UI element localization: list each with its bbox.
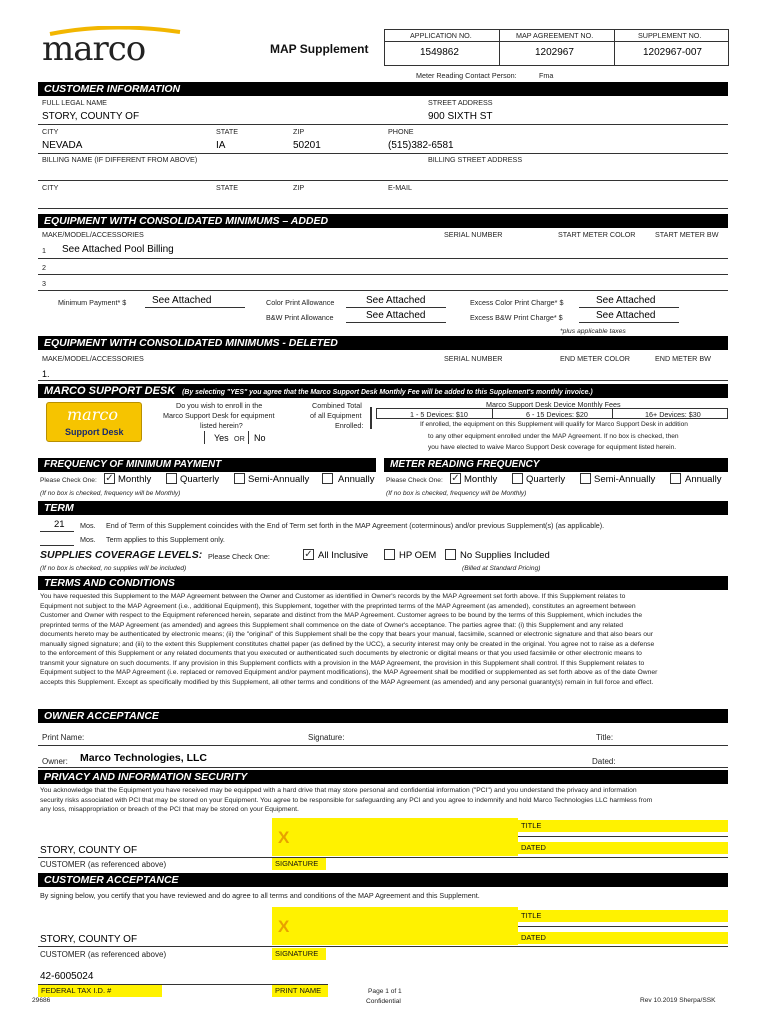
full-legal-name-field[interactable]: STORY, COUNTY OF (42, 111, 140, 122)
billing-name-label: BILLING NAME (IF DIFFERENT FROM ABOVE) (42, 155, 198, 164)
owner-acceptance-header: OWNER ACCEPTANCE (38, 709, 728, 723)
street-address-label: STREET ADDRESS (428, 98, 493, 107)
start-meter-color-label: START METER COLOR (558, 230, 636, 239)
full-legal-name-label: FULL LEGAL NAME (42, 98, 107, 107)
state-field[interactable]: IA (216, 140, 226, 151)
map-agreement-label: MAP AGREEMENT NO. (516, 31, 594, 40)
combined-total-field[interactable] (370, 407, 372, 429)
terms-line: accepts this Supplement. Except as specifically modified by this Supplement, all other terms and conditions of the MAP Agreement (as amended) and any personal guaranty(s) remain in full force and effect. (40, 678, 654, 686)
terms-line: You have requested this Supplement to the MAP Agreement between the Owner and Customer as identified in Owner's records by the MAP Agreement set forth above. If this Supplement relates to (40, 593, 626, 600)
state2-label: STATE (216, 183, 239, 192)
make-model-label: MAKE/MODEL/ACCESSORIES (42, 230, 144, 239)
enroll-note-2: to any other equipment enrolled under the MAP Agreement. If no box is checked, then (428, 433, 679, 440)
federal-tax-id-label: FEDERAL TAX I.D. # (38, 985, 162, 997)
application-no[interactable]: 1549862 (420, 47, 459, 58)
freq-annually-label: Annually (338, 474, 375, 485)
city2-label: CITY (42, 183, 59, 192)
excess-color-field[interactable]: See Attached (596, 295, 656, 306)
print-name-label: PRINT NAME (272, 985, 328, 997)
form-number: 29686 (32, 997, 51, 1004)
customer-information-header: CUSTOMER INFORMATION (38, 82, 728, 96)
marco-logo (40, 26, 200, 66)
freq-note: (If no box is checked, frequency will be Monthly) (40, 490, 181, 497)
fee-tier-1: 1 - 5 Devices: $10 (410, 410, 468, 419)
revision-label: Rev 10.2019 Sherpa/SSK (640, 997, 716, 1004)
zip2-label: ZIP (293, 183, 305, 192)
meter-semi-checkbox[interactable] (580, 473, 591, 484)
meter-monthly-checkbox[interactable]: ✓ (451, 473, 460, 484)
privacy-dated-label: DATED (518, 842, 728, 854)
privacy-x-mark: X (278, 828, 290, 847)
terms-line: manually signed signature; and (iii) to the extent this Supplement constitutes chattel paper (as defined by the UCC), a security interest may only be created in the original. You agree not to raise as a defense (40, 640, 655, 648)
privacy-customer-name: STORY, COUNTY OF (40, 845, 138, 856)
privacy-paragraph (40, 786, 728, 815)
meter-quarterly-checkbox[interactable] (512, 473, 523, 484)
fees-title: Marco Support Desk Device Monthly Fees (486, 400, 621, 409)
zip-field[interactable]: 50201 (293, 140, 321, 151)
end-meter-bw-label: END METER BW (655, 354, 711, 363)
meter-quarterly-label: Quarterly (526, 474, 566, 485)
freq-monthly-label: Monthly (118, 474, 152, 485)
equipment-row-1[interactable]: See Attached Pool Billing (62, 244, 174, 255)
state-label: STATE (216, 127, 239, 136)
row-number-1: 1 (42, 246, 46, 255)
page-title: MAP Supplement (270, 42, 369, 56)
customer-signature-box[interactable] (272, 907, 518, 945)
meter-reading-frequency-header: METER READING FREQUENCY (384, 458, 728, 472)
enroll-question-line1: Do you wish to enroll in the (176, 401, 263, 410)
excess-bw-label: Excess B&W Print Charge* $ (470, 313, 563, 322)
excess-bw-field[interactable]: See Attached (596, 310, 656, 321)
term-text-1: End of Term of this Supplement coincides with the End of Term set forth in the MAP Agreement (coterminous) and/or previous Supplement(s) (as applicable). (106, 521, 605, 530)
owner-title-label: Title: (596, 733, 614, 742)
terms-line: Equipment not subject to the MAP Agreement (i.e., additional Equipment), this Supplement, together with the preprinted terms of the MAP Agreement (as amended), constitutes an agreement between (40, 602, 636, 610)
privacy-header: PRIVACY AND INFORMATION SECURITY (38, 770, 728, 784)
deleted-make-model-label: MAKE/MODEL/ACCESSORIES (42, 354, 144, 363)
combined-line1: Combined Total (312, 401, 362, 410)
customer-acceptance-name: STORY, COUNTY OF (40, 934, 138, 945)
meter-monthly-label: Monthly (464, 474, 498, 485)
equipment-deleted-header: EQUIPMENT WITH CONSOLIDATED MINIMUMS - DELETED (38, 336, 728, 350)
meter-contact-value[interactable]: Fma (539, 71, 554, 80)
badge-logo: marco (67, 405, 118, 424)
customer-x-mark: X (278, 917, 290, 936)
terms-line: transmit your signature on such documents. If any provision in this Supplement conflicts with a provision in the MAP Agreement, the provision in this Supplement shall control. If this Supplement relates to (40, 659, 645, 667)
min-payment-field[interactable]: See Attached (152, 295, 212, 306)
privacy-customer-ref: CUSTOMER (as referenced above) (40, 860, 167, 869)
supplement-no[interactable]: 1202967-007 (643, 47, 702, 58)
city-label: CITY (42, 127, 59, 136)
term-mos-2: Mos. (80, 535, 96, 544)
page-number: Page 1 of 1 (368, 988, 402, 995)
support-desk-header (38, 384, 728, 398)
phone-field[interactable]: (515)382-6581 (388, 140, 454, 151)
yes-label: Yes (214, 433, 229, 443)
meter-contact-label: Meter Reading Contact Person: (416, 71, 517, 80)
customer-signature-label: SIGNATURE (272, 948, 326, 960)
combined-line2: of all Equipment (310, 411, 362, 420)
equipment-added-header: EQUIPMENT WITH CONSOLIDATED MINIMUMS – ADDED (38, 214, 728, 228)
terms-line: Equipment subject to the MAP Agreement (i.e. replaced or removed Equipment and/or payment modifications), the MAP Agreement shall be modified or supplemented as set forth above as of the date Owner (40, 669, 658, 677)
supplies-note-1: (If no box is checked, no supplies will be included) (40, 565, 187, 572)
color-allowance-field[interactable]: See Attached (366, 295, 426, 306)
frequency-min-payment-header: FREQUENCY OF MINIMUM PAYMENT (38, 458, 376, 472)
federal-tax-id[interactable]: 42-6005024 (40, 971, 94, 982)
freq-annually-checkbox[interactable] (322, 473, 333, 484)
supplies-note-2: (Billed at Standard Pricing) (462, 565, 541, 572)
privacy-signature-label: SIGNATURE (272, 858, 326, 870)
owner-dated-label: Dated: (592, 757, 616, 766)
color-allowance-label: Color Print Allowance (266, 298, 335, 307)
no-supplies-label: No Supplies Included (460, 550, 550, 561)
end-meter-color-label: END METER COLOR (560, 354, 630, 363)
term-text-2: Term applies to this Supplement only. (106, 535, 225, 544)
phone-label: PHONE (388, 127, 414, 136)
freq-check-one: Please Check One: (40, 477, 97, 484)
term-months-field[interactable]: 21 (54, 519, 65, 530)
freq-semi-label: Semi-Annually (248, 474, 310, 485)
customer-acceptance-text: By signing below, you certify that you have reviewed and do agree to all terms and conditions of the MAP Agreement and this Supplement. (40, 891, 480, 900)
badge-text: Support Desk (65, 427, 124, 437)
city-field[interactable]: NEVADA (42, 140, 83, 151)
terms-line: Customer and Owner with respect to the Equipment referenced herein, separate and distinct from the MAP Agreement. Customer agrees to be bound by the terms of this Supplement, which includes the (40, 612, 643, 620)
owner-name: Marco Technologies, LLC (80, 752, 207, 764)
enroll-note-3: you have elected to waive Marco Support Desk coverage for equipment listed herein. (428, 444, 677, 451)
meter-check-one: Please Check One: (386, 477, 443, 484)
deleted-serial-label: SERIAL NUMBER (444, 354, 503, 363)
enroll-note-1: If enrolled, the equipment on this Supplement will qualify for Marco Support Desk in addition (420, 421, 688, 428)
term-header: TERM (38, 501, 728, 515)
taxes-note: *plus applicable taxes (560, 328, 626, 335)
privacy-line: security risks associated with PCI that may be stored on your Equipment. You agree to be responsible for safeguarding any PCI and you agree to indemnify and hold Marco Technologies LLC harmless from (40, 796, 653, 804)
deleted-row-number-1: 1. (42, 369, 50, 379)
freq-monthly-checkbox[interactable]: ✓ (105, 473, 114, 484)
map-agreement-no[interactable]: 1202967 (535, 47, 574, 58)
meter-note: (If no box is checked, frequency will be Monthly) (386, 490, 527, 497)
freq-semi-checkbox[interactable] (234, 473, 245, 484)
serial-number-label: SERIAL NUMBER (444, 230, 503, 239)
row-number-2: 2 (42, 263, 46, 272)
min-payment-label: Minimum Payment* $ (58, 298, 127, 307)
hp-oem-label: HP OEM (399, 550, 437, 561)
meter-semi-label: Semi-Annually (594, 474, 656, 485)
enroll-question-line2: Marco Support Desk for equipment (163, 411, 275, 420)
hp-oem-checkbox[interactable] (384, 549, 395, 560)
customer-acceptance-ref: CUSTOMER (as referenced above) (40, 950, 167, 959)
no-label: No (254, 433, 266, 443)
terms-line: to the enforcement of this Supplement or any related documents that you executed or authenticated such documents by electronic or digital means or that you used facsimile or other electronic means to (40, 650, 642, 658)
billing-street-label: BILLING STREET ADDRESS (428, 155, 523, 164)
terms-header: TERMS AND CONDITIONS (38, 576, 728, 590)
support-desk-note: (By selecting "YES" you agree that the Marco Support Desk Monthly Fee will be added to this Supplement's monthly invoice.) (182, 389, 593, 396)
terms-line: documents hereto may be authenticated by electronic means; (ii) the "original" of this Supplement shall be the copy that bears your manual, facsimile, scanned or electronic signature and that also bears our (40, 631, 654, 639)
privacy-line: You acknowledge that the Equipment you have received may be equipped with a hard drive that may store personal and confidential information ("PCI") and you understand the privacy and information (40, 787, 637, 794)
application-no-label: APPLICATION NO. (410, 31, 472, 40)
no-checkbox[interactable] (248, 431, 249, 444)
owner-label: Owner: (42, 757, 68, 766)
customer-dated-label: DATED (518, 932, 728, 944)
support-desk-badge (46, 402, 142, 442)
freq-quarterly-checkbox[interactable] (166, 473, 177, 484)
enroll-question-line3: listed herein? (200, 421, 243, 430)
no-supplies-checkbox[interactable] (445, 549, 456, 560)
all-inclusive-checkbox[interactable]: ✓ (304, 549, 313, 560)
fee-tier-2: 6 - 15 Devices: $20 (526, 410, 588, 419)
terms-paragraph (40, 592, 728, 687)
combined-line3: Enrolled: (335, 421, 364, 430)
meter-annually-checkbox[interactable] (670, 473, 681, 484)
privacy-signature-box[interactable] (272, 818, 518, 856)
support-desk-title: MARCO SUPPORT DESK (44, 385, 176, 397)
customer-title-label: TITLE (518, 910, 728, 922)
freq-quarterly-label: Quarterly (180, 474, 220, 485)
start-meter-bw-label: START METER BW (655, 230, 719, 239)
or-label: OR (234, 434, 245, 443)
fee-tier-3: 16+ Devices: $30 (645, 410, 701, 419)
row-number-3: 3 (42, 279, 46, 288)
privacy-line: any loss, misappropriation or breach of the PCI that may be stored on your Equipment. (40, 806, 299, 814)
excess-color-label: Excess Color Print Charge* $ (470, 298, 564, 307)
zip-label: ZIP (293, 127, 305, 136)
owner-print-name-label: Print Name: (42, 733, 85, 742)
supplement-label: SUPPLEMENT NO. (638, 31, 702, 40)
all-inclusive-label: All Inclusive (318, 550, 369, 561)
terms-line: preprinted terms of the MAP Agreement (as amended) and agrees this Supplement shall commence on the date of Owner's acceptance. The parties agree that: (i) this Supplement and any related (40, 621, 623, 629)
customer-acceptance-header: CUSTOMER ACCEPTANCE (38, 873, 728, 887)
logo-text: marco (42, 29, 146, 66)
email-label: E-MAIL (388, 183, 412, 192)
supplies-title: SUPPLIES COVERAGE LEVELS: (40, 549, 203, 561)
street-address-field[interactable]: 900 SIXTH ST (428, 111, 493, 122)
bw-allowance-label: B&W Print Allowance (266, 313, 334, 322)
term-mos-1: Mos. (80, 521, 96, 530)
meter-annually-label: Annually (685, 474, 722, 485)
owner-signature-label: Signature: (308, 733, 345, 742)
confidential-label: Confidential (366, 998, 401, 1005)
privacy-title-label: TITLE (518, 820, 728, 832)
bw-allowance-field[interactable]: See Attached (366, 310, 426, 321)
supplies-check-one: Please Check One: (208, 552, 270, 561)
